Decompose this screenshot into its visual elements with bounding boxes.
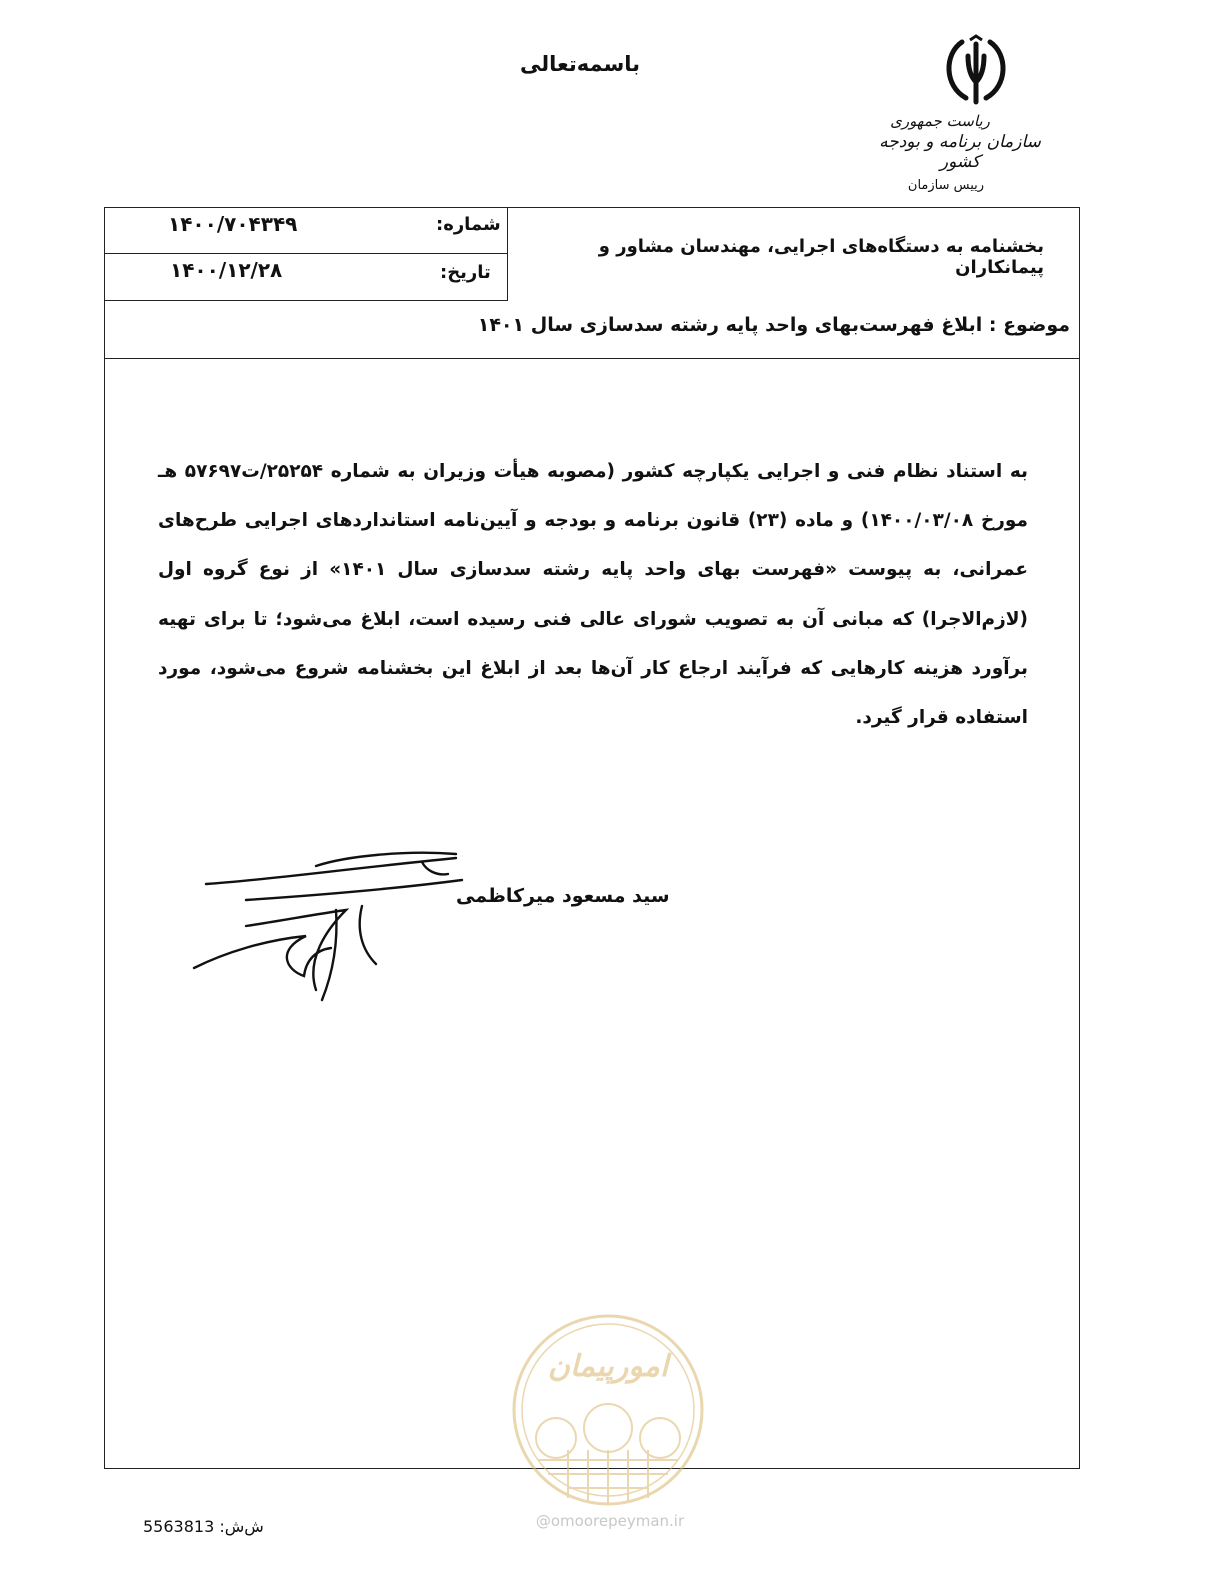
- letter-body: به استناد نظام فنی و اجرایی یکپارچه کشور (مصوبه هیأت وزیران به شماره ۲۵۲۵۴/ت۵۷۶۹۷ هـ مورخ ۱۴۰۰/۰۳/۰۸) و ماده (۲۳) قانون برنامه و بودجه و آیین‌نامه استانداردهای اجرایی طرح‌های عمرانی، به پیوست «فهرست بهای واحد پایه رشته سدسازی سال ۱۴۰۱» از نوع گروه اول (لازم‌الاجرا) که مبانی آن به تصویب شورای عالی فنی رسیده است، ابلاغ می‌شود؛ تا برای تهیه برآورد هزینه کارهایی که فرآیند ارجاع کار آن‌ها بعد از ابلاغ این بخشنامه شروع می‌شود، مورد استفاده قرار گیرد.: [158, 461, 1029, 729]
- watermark-logo: [508, 1310, 708, 1510]
- serial-label: ش‌ش:: [219, 1517, 264, 1536]
- watermark-logo-text: امورپیمان: [547, 1349, 669, 1384]
- letter-frame: [104, 207, 1080, 1469]
- number-label: شماره:: [436, 214, 501, 235]
- date-value: ۱۴۰۰/۱۲/۲۸: [170, 258, 283, 282]
- org-name: سازمان برنامه و بودجه کشور: [879, 132, 1041, 172]
- serial-value: 5563813: [143, 1517, 215, 1536]
- recipients-line: بخشنامه به دستگاه‌های اجرایی، مهندسان مشاور و پیمانکاران: [598, 236, 1044, 278]
- signature-image: [186, 840, 670, 1010]
- watermark-site-text: @omoorepeyman.ir: [535, 1512, 685, 1530]
- org-presidency: ریاست جمهوری: [890, 112, 990, 130]
- iran-emblem-icon: [934, 36, 1018, 110]
- meta-divider: [104, 253, 508, 254]
- subject-line: موضوع : ابلاغ فهرست‌بهای واحد پایه رشته سدسازی سال ۱۴۰۱: [477, 314, 1070, 336]
- org-head-title: رییس سازمان: [907, 178, 985, 193]
- signature-name: سید مسعود میرکاظمی: [456, 885, 670, 907]
- organization-block: [860, 112, 1060, 193]
- serial-number: [143, 1517, 264, 1536]
- date-label: تاریخ:: [440, 262, 491, 283]
- number-value: ۱۴۰۰/۷۰۴۳۴۹: [168, 212, 298, 236]
- bismillah-heading: باسمه‌تعالی: [520, 52, 640, 76]
